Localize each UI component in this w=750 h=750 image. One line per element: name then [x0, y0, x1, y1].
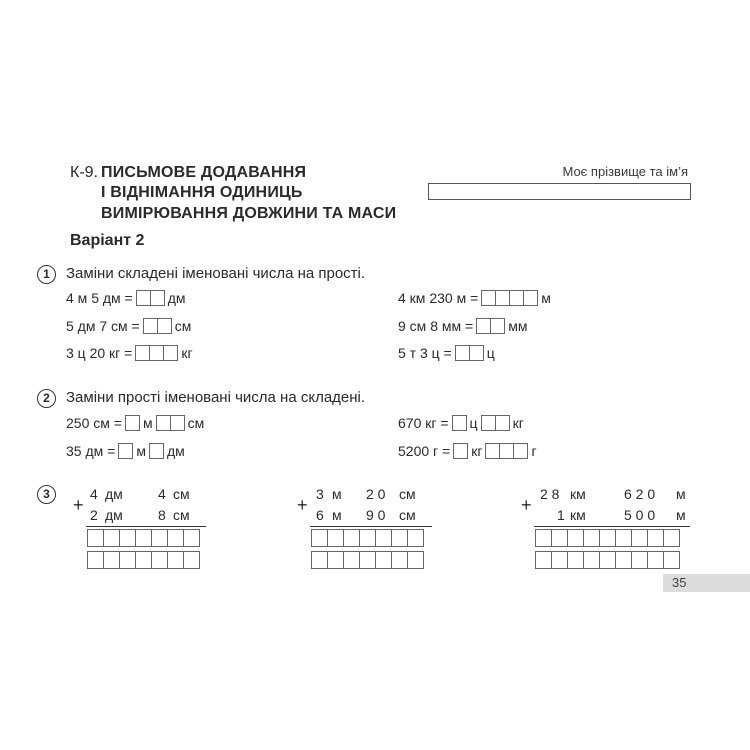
task-1-item-5 — [66, 345, 193, 361]
answer-cells[interactable] — [481, 415, 510, 431]
task-1-item-2 — [398, 290, 551, 306]
unit: м — [541, 290, 551, 306]
answer-cells[interactable] — [136, 290, 165, 306]
answer-cells[interactable] — [156, 415, 185, 431]
page-number: 35 — [672, 575, 687, 590]
digit: 9 0 — [366, 507, 386, 523]
answer-cells[interactable] — [485, 443, 528, 459]
unit: ц — [486, 345, 495, 361]
expression: 5200 г = — [398, 443, 451, 459]
digit: 6 — [316, 507, 324, 523]
digit: 4 — [158, 486, 166, 502]
digit: 3 — [316, 486, 324, 502]
name-label: Моє прізвище та ім’я — [562, 164, 688, 179]
sum-line — [310, 526, 432, 527]
unit: см — [399, 486, 416, 502]
expression: 5 дм 7 см = — [66, 318, 140, 334]
unit: дм — [105, 486, 123, 502]
expression: 4 м 5 дм = — [66, 290, 133, 306]
expression: 670 кг = — [398, 415, 449, 431]
unit: см — [174, 318, 192, 334]
answer-grid[interactable] — [87, 551, 200, 569]
expression: 5 т 3 ц = — [398, 345, 452, 361]
answer-cells[interactable] — [455, 345, 484, 361]
task-2-item-4 — [398, 443, 537, 459]
answer-grid[interactable] — [535, 551, 680, 569]
task-1-text: Заміни складені іменовані числа на прості. — [66, 265, 366, 282]
unit: кг — [512, 415, 524, 431]
unit: дм — [167, 290, 186, 306]
task-1-item-1 — [66, 290, 186, 306]
digit: 4 — [90, 486, 98, 502]
unit: м — [136, 443, 146, 459]
answer-grid[interactable] — [87, 529, 200, 547]
answer-cells[interactable] — [481, 290, 538, 306]
unit: дм — [166, 443, 185, 459]
title-line-3: ВИМІРЮВАННЯ ДОВЖИНИ ТА МАСИ — [101, 205, 397, 222]
worksheet-code: К-9. — [70, 164, 98, 181]
unit: г — [531, 443, 537, 459]
task-2-number: 2 — [37, 389, 56, 408]
unit: дм — [105, 507, 123, 523]
answer-cells[interactable] — [135, 345, 178, 361]
task-2-item-3 — [66, 443, 185, 459]
task-3-number: 3 — [37, 485, 56, 504]
answer-cells[interactable] — [453, 443, 468, 459]
answer-grid[interactable] — [311, 529, 424, 547]
answer-cells[interactable] — [125, 415, 140, 431]
task-2-item-2 — [398, 415, 524, 431]
task-1-item-6 — [398, 345, 495, 361]
unit: м — [142, 415, 153, 431]
unit: см — [187, 415, 205, 431]
plus-sign: + — [73, 495, 84, 515]
task-2-text: Заміни прості іменовані числа на складені. — [66, 389, 366, 406]
unit: м — [332, 486, 342, 502]
unit: м — [676, 486, 686, 502]
unit: м — [676, 507, 686, 523]
task-2-item-1 — [66, 415, 204, 431]
expression: 250 см = — [66, 415, 122, 431]
digit: 2 0 — [366, 486, 386, 502]
answer-cells[interactable] — [118, 443, 133, 459]
plus-sign: + — [521, 495, 532, 515]
task-1-number: 1 — [37, 265, 56, 284]
unit: км — [570, 507, 586, 523]
answer-cells[interactable] — [149, 443, 164, 459]
expression: 3 ц 20 кг = — [66, 345, 133, 361]
digit: 8 — [158, 507, 166, 523]
answer-cells[interactable] — [476, 318, 505, 334]
digit: 2 — [90, 507, 98, 523]
digit: 2 8 — [540, 486, 560, 502]
digit: 6 2 0 — [624, 486, 656, 502]
unit: мм — [508, 318, 528, 334]
answer-cells[interactable] — [143, 318, 172, 334]
expression: 35 дм = — [66, 443, 116, 459]
answer-grid[interactable] — [535, 529, 680, 547]
answer-cells[interactable] — [452, 415, 467, 431]
expression: 4 км 230 м = — [398, 290, 479, 306]
unit: ц — [469, 415, 478, 431]
unit: см — [173, 507, 190, 523]
unit: кг — [471, 443, 483, 459]
title-line-2: І ВІДНІМАННЯ ОДИНИЦЬ — [101, 184, 303, 201]
plus-sign: + — [297, 495, 308, 515]
sum-line — [534, 526, 690, 527]
unit: см — [399, 507, 416, 523]
unit: кг — [181, 345, 193, 361]
sum-line — [86, 526, 206, 527]
digit: 1 — [557, 507, 565, 523]
task-1-item-4 — [398, 318, 527, 334]
expression: 9 см 8 мм = — [398, 318, 474, 334]
unit: м — [332, 507, 342, 523]
answer-grid[interactable] — [311, 551, 424, 569]
unit: см — [173, 486, 190, 502]
name-field[interactable] — [428, 183, 691, 200]
unit: км — [570, 486, 586, 502]
task-1-item-3 — [66, 318, 191, 334]
digit: 5 0 0 — [624, 507, 656, 523]
title-line-1: ПИСЬМОВЕ ДОДАВАННЯ — [101, 164, 307, 181]
variant-label: Варіант 2 — [70, 232, 145, 249]
